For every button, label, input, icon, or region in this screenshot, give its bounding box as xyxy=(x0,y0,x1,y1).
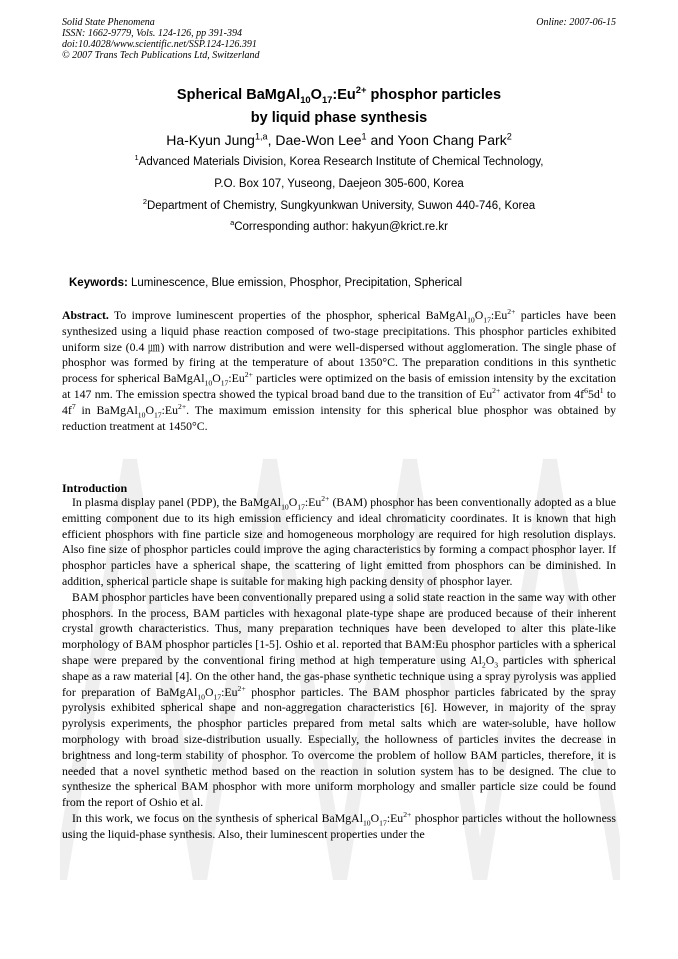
introduction-body xyxy=(62,495,616,843)
intro-paragraph-3: In this work, we focus on the synthesis of spherical $BaMgAl_{10}O_{17}:Eu^{2+}$ phosphor particles without the hollowness using the liquid-phase synthesis. Also, their luminescent properties under the xyxy=(62,810,616,841)
corresponding-author: $^a$Corresponding author: hakyun@krict.re.kr xyxy=(230,218,448,233)
issn-line: ISSN: 1662-9779, Vols. 124-126, pp 391-394 xyxy=(62,28,242,39)
introduction-heading: Introduction xyxy=(62,481,128,495)
affiliation-1-line-1: $^1$Advanced Materials Division, Korea Research Institute of Chemical Technology, xyxy=(134,153,544,168)
doi-line: doi:10.4028/www.scientific.net/SSP.124-126.391 xyxy=(62,39,257,50)
affiliation-1-line-2: P.O. Box 107, Yuseong, Daejeon 305-600, Korea xyxy=(214,178,464,190)
keywords-line xyxy=(69,276,462,290)
paper-title xyxy=(62,84,616,130)
intro-paragraph-1: In plasma display panel (PDP), the $BaMgAl_{10}O_{17}:Eu^{2+}$ (BAM) phosphor has been conventionally adopted as a blue emitting component due to its high emission efficiency and ideal chromaticity coordinates. It is known that high efficient phosphors with fine particle size and homogeneous morphology are required for high resolution displays. Also fine size of phosphor particles could improve the aging characteristics by forming a compact phosphor layer. If phosphor particles have a spherical shape, the scattering of light emitted from phosphors can be diminished. In addition, spherical particle shape is suitable for making high packing density of phosphor layer. xyxy=(62,494,616,588)
journal-header xyxy=(62,17,616,61)
intro-paragraph-2: BAM phosphor particles have been conventionally prepared using a solid state reaction in the same way with other phosphors. In the process, BAM particles with hexagonal plate-type shape are produced because of their inherent crystal growth characteristics. Thus, many preparation techniques have been developed to alter this plate-like morphology of BAM phosphor particles [1-5]. Oshio et al. reported that BAM:Eu phosphor particles with a spherical shape were prepared by the conventional firing method at high temperature using $Al_2O_3$ particles with spherical shape as a raw material [4]. On the other hand, the gas-phase synthetic technique using a spray pyrolysis was applied for preparation of $BaMgAl_{10}O_{17}:Eu^{2+}$ phosphor particles. The BAM phosphor particles fabricated by the spray pyrolysis exhibited spherical shape and non-aggregation characteristics [6]. However, in majority of the spray pyrolysis experiments, the phosphor particles prepared from metal salts which are water-soluble, have hollow morphology with broad size-distribution usually. Especially, the hollowness of particles invites the decrease in brightness and long-term stability of phosphor. To overcome the problem of hollow BAM particles, therefore, it is needed that a novel synthetic method based on the reaction in solution system has to be designed. The clue to synthesize the spherical BAM phosphor with more uniform morphology and smaller particle size could be found from the report of Oshio et al. xyxy=(62,589,616,810)
copyright-line: © 2007 Trans Tech Publications Ltd, Switzerland xyxy=(62,50,260,61)
abstract-paragraph: Abstract. To improve luminescent properties of the phosphor, spherical $BaMgAl_{10}O_{17}:Eu^{2+}$ particles have been synthesized using a liquid phase reaction composed of two-stage precipitations. This phosphor particles exhibited uniform size (0.4 ㎛) with narrow distribution and were well-dispersed without agglomeration. The single phase of phosphor was formed by firing at the temperature of about 1350°C. The preparation conditions in this synthetic process for spherical $BaMgAl_{10}O_{17}:Eu^{2+}$ particles were optimized on the basis of emission intensity by the excitation at 147 nm. The emission spectra showed the typical broad band due to the transition of $Eu^{2+}$ activator from $4f^65d^1$ to $4f^7$ in $BaMgAl_{10}O_{17}:Eu^{2+}$. The maximum emission intensity for this spherical blue phosphor was obtained by reduction treatment at 1450°C. xyxy=(62,307,616,433)
affiliation-2: $^2$Department of Chemistry, Sungkyunkwan University, Suwon 440-746, Korea xyxy=(142,197,536,212)
title-line-2: by liquid phase synthesis xyxy=(250,110,428,126)
online-date: Online: 2007-06-15 xyxy=(536,17,616,28)
keywords-label: Keywords: xyxy=(69,277,128,289)
abstract-label: Abstract. xyxy=(62,308,109,322)
journal-name: Solid State Phenomena xyxy=(62,17,155,28)
title-line-1: Spherical $BaMgAl_{10}O_{17}:Eu^{2+}$ phosphor particles xyxy=(176,84,502,105)
author-list: Ha-Kyun Jung$^{1,a}$, Dae-Won Lee$^1$ and Yoon Chang Park$^2$ xyxy=(166,131,512,148)
keywords-text: Luminescence, Blue emission, Phosphor, Precipitation, Spherical xyxy=(127,277,463,289)
